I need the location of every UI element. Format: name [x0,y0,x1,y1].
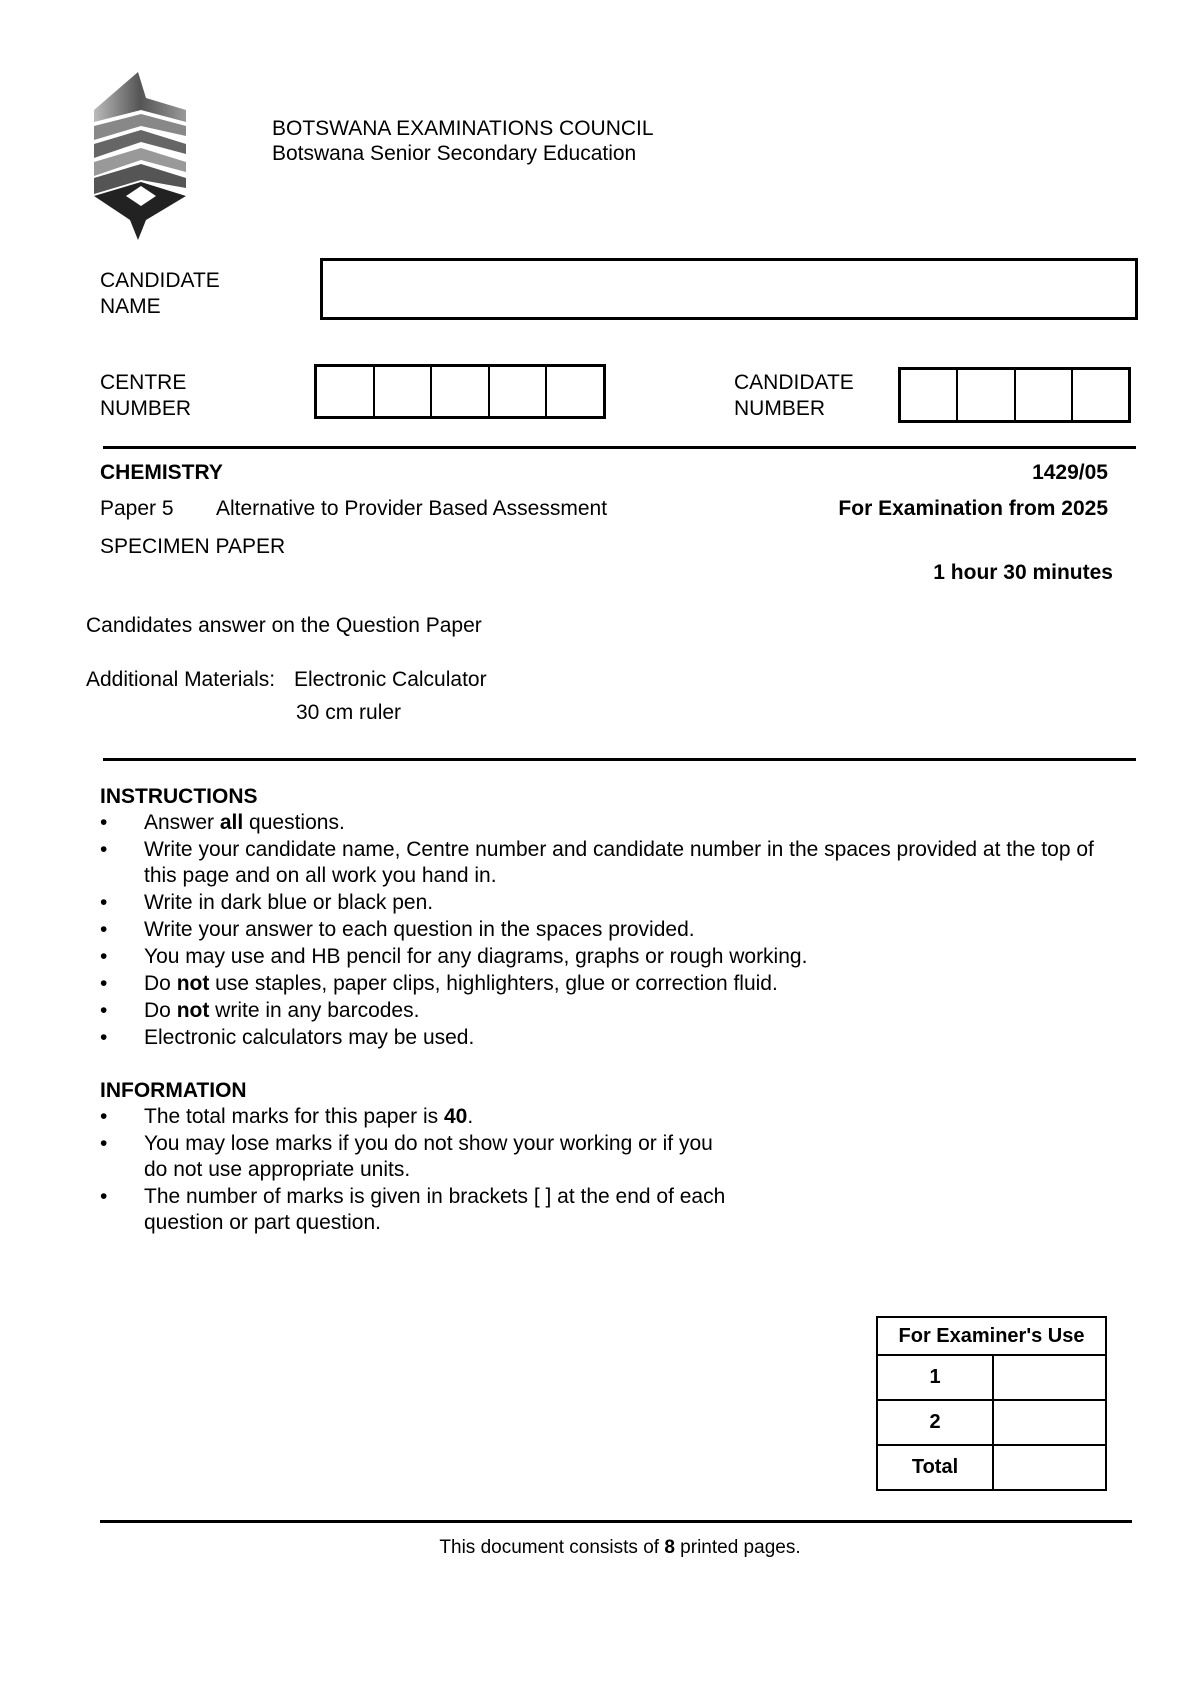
paper-title: Alternative to Provider Based Assessment [216,497,608,520]
examiner-use-table [876,1316,1107,1491]
examiner-total-label: Total [877,1445,993,1490]
information-list [100,1104,780,1237]
candidate-name-label: CANDIDATE NAME [100,269,220,318]
instruction-item: • Do not use staples, paper clips, highlighters, glue or correction fluid. [100,971,1110,997]
duration: 1 hour 30 minutes [933,561,1113,584]
page-count-note: This document consists of 8 printed pages. [439,1537,801,1558]
candidate-number-digit[interactable] [958,370,1015,420]
divider-bottom [100,1520,1132,1523]
centre-number-digit[interactable] [317,367,375,416]
candidate-number-digit[interactable] [1073,370,1128,420]
information-item: • The number of marks is given in brackets [ ] at the end of each question or part question. [100,1184,784,1236]
centre-number-label: CENTRE NUMBER [100,371,192,420]
examiner-total-cell[interactable] [993,1445,1106,1490]
examiner-mark-cell[interactable] [993,1400,1106,1445]
paper-number: Paper 5 [100,497,174,520]
candidate-number-boxes[interactable] [898,367,1131,423]
instruction-item: • Electronic calculators may be used. [100,1025,1110,1051]
specimen-label: SPECIMEN PAPER [100,535,286,558]
bec-logo [86,70,196,240]
information-item: • You may lose marks if you do not show your working or if you do not use appropriate units. [100,1131,724,1183]
centre-number-digit[interactable] [375,367,433,416]
material-ruler: 30 cm ruler [296,701,402,724]
answer-note: Candidates answer on the Question Paper [86,614,482,637]
instruction-item: • Answer all questions. [100,810,1110,836]
material-calculator: Electronic Calculator [294,668,487,691]
examiner-question-number: 1 [877,1355,993,1400]
paper-code: 1429/05 [1032,461,1108,484]
candidate-number-digit[interactable] [901,370,958,420]
divider-middle [103,758,1136,761]
centre-number-digit[interactable] [547,367,603,416]
candidate-number-digit[interactable] [1016,370,1073,420]
candidate-name-box[interactable] [320,258,1138,320]
instruction-item: • Write in dark blue or black pen. [100,890,1110,916]
divider-top [103,446,1136,449]
instructions-list [100,810,1110,1052]
instruction-item: • Do not write in any barcodes. [100,998,1110,1024]
information-heading: INFORMATION [100,1079,247,1102]
centre-number-digit[interactable] [490,367,548,416]
instruction-item: • Write your candidate name, Centre number and candidate number in the spaces provided at the top of this page and on all work you hand in. [100,837,1110,889]
org-name: BOTSWANA EXAMINATIONS COUNCIL [272,117,654,140]
instruction-item: • You may use and HB pencil for any diagrams, graphs or rough working. [100,944,1110,970]
candidate-number-label: CANDIDATE NUMBER [734,371,854,420]
org-subtitle: Botswana Senior Secondary Education [272,142,637,165]
examiner-question-number: 2 [877,1400,993,1445]
information-item: • The total marks for this paper is 40. [100,1104,780,1130]
examiner-mark-cell[interactable] [993,1355,1106,1400]
materials-label: Additional Materials: [86,668,276,691]
centre-number-digit[interactable] [432,367,490,416]
exam-from: For Examination from 2025 [838,497,1108,520]
examiner-use-title: For Examiner's Use [877,1317,1106,1355]
instruction-item: • Write your answer to each question in the spaces provided. [100,917,1110,943]
subject-title: CHEMISTRY [100,461,223,484]
centre-number-boxes[interactable] [314,364,606,419]
instructions-heading: INSTRUCTIONS [100,785,258,808]
